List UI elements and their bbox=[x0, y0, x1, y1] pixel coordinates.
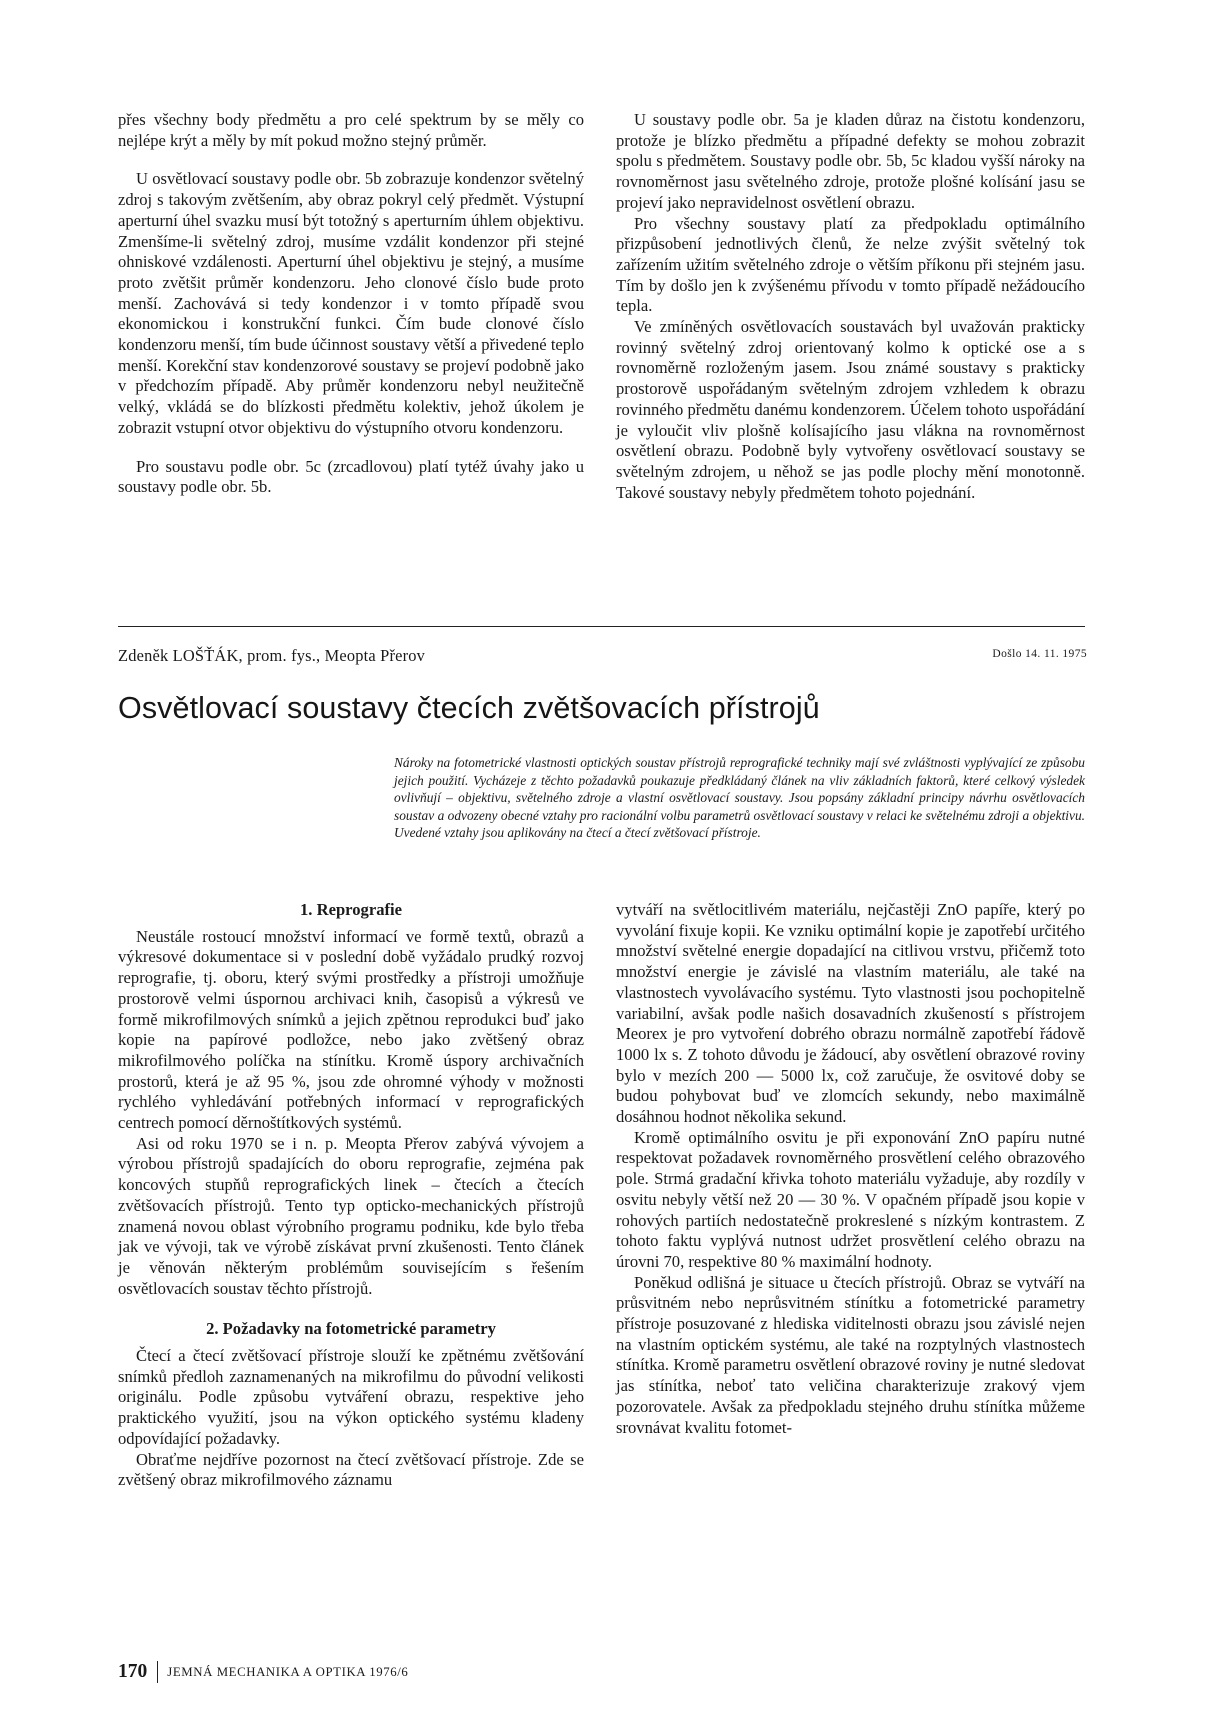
bottom-right-column bbox=[616, 900, 1085, 1438]
paragraph: Kromě optimálního osvitu je při exponování ZnO papíru nutné respektovat požadavek rovnoměrného prosvětlení celého obrazového pole. Strmá gradační křivka tohoto materiálu vyžaduje, aby rozdíly v osvitu nebyly větší než 20 — 30 %. V opačném případě jsou kopie v rohových partiích nedostatečně prokreslené s nízkým kontrastem. Z tohoto faktu vyplývá nutnost udržet prosvětlení celého obrazu na úrovni 70, respektive 80 % maximální hodnoty. bbox=[616, 1127, 1085, 1271]
paragraph: Poněkud odlišná je situace u čtecích přístrojů. Obraz se vytváří na průsvitném nebo neprůsvitném stínítku a fotometrické parametry přístroje posuzované z hlediska viditelnosti obrazu jsou závislé nejen na vlastním optickém systému, ale také na rozptylných vlastnostech stínítka. Kromě parametru osvětlení obrazové roviny je nutné sledovat jas stínítka, neboť tato veličina charakterizuje zrakový vjem pozorovatele. Avšak za předpokladu stejného druhu stínítka můžeme srovnávat kvalitu fotomet- bbox=[616, 1272, 1085, 1437]
paragraph: Pro všechny soustavy platí za předpokladu optimálního přizpůsobení jednotlivých členů, že nelze zvýšit světelný tok zařízením užitím světelného zdroje o větším příkonu při stejném jasu. Tím by došlo jen k zvýšenému přívodu v tomto případě nežádoucího tepla. bbox=[616, 213, 1085, 316]
author-byline: Zdeněk LOŠŤÁK, prom. fys., Meopta Přerov bbox=[118, 646, 426, 665]
article-title: Osvětlovací soustavy čtecích zvětšovacích přístrojů bbox=[118, 691, 820, 725]
paragraph: U osvětlovací soustavy podle obr. 5b zobrazuje kondenzor světelný zdroj s takovým zvětšením, aby obraz pokryl celý předmět. Výstupní aperturní úhel svazku musí být totožný s aperturním úhlem objektivu. Zmenšíme-li světelný zdroj, musíme vzdálit kondenzor při stejné ohniskové vzdálenosti. Aperturní úhel objektivu je stejný, a musíme proto zvětšit průměr kondenzoru. Jeho clonové číslo bude proto menší. Zachovává si tedy kondenzor i v tomto případě svou ekonomickou i konstrukční funkci. Čím bude clonové číslo kondenzoru menší, tím bude účinnost soustavy větší a přivedené teplo menší. Korekční stav kondenzorové soustavy se projeví podobně jako v předchozím případě. Aby průměr kondenzoru nebyl neužitečně velký, vkládá se do blízkosti předmětu kolektiv, jehož úkolem je zobrazit vstupní otvor objektivu do výstupního otvoru kondenzoru. bbox=[118, 169, 584, 437]
bottom-left-column bbox=[118, 900, 584, 1491]
article-abstract: Nároky na fotometrické vlastnosti optických soustav přístrojů reprografické techniky mají své zvláštnosti vyplývající ze způsobu jejich použití. Vycházeje z těchto požadavků poukazuje předkládaný článek na vliv základních faktorů, které celkový výsledek ovlivňují – objektivu, světelného zdroje a vlastní osvětlovací soustavy. Jsou popsány základní principy návrhu osvětlovacích soustav a odvozeny obecné vztahy pro racionální volbu parametrů osvětlovací soustavy v relaci ke světelnému zdroji a objektivu. Uvedené vztahy jsou aplikovány na čtecí a čtecí zvětšovací přístroje. bbox=[394, 755, 1085, 840]
paragraph: Pro soustavu podle obr. 5c (zrcadlovou) platí tytéž úvahy jako u soustavy podle obr. 5b. bbox=[118, 456, 584, 497]
paragraph: Asi od roku 1970 se i n. p. Meopta Přerov zabývá vývojem a výrobou přístrojů spadajících do oboru reprografie, zejména pak koncových stupňů reprografických linek – čtecích a čtecích zvětšovacích přístrojů. Tento typ opticko-mechanických přístrojů znamená novou oblast výrobního programu podniku, kde bylo třeba jak ve vývoji, tak ve výrobě získávat první zkušenosti. Tento článek je věnován některým problémům souvisejícím s řešením osvětlovacích soustav těchto přístrojů. bbox=[118, 1133, 584, 1298]
section-divider bbox=[118, 626, 1085, 627]
paragraph: Ve zmíněných osvětlovacích soustavách byl uvažován prakticky rovinný světelný zdroj orientovaný kolmo k optické ose a s rovnoměrně rozloženým jasem. Jsou známé soustavy s prakticky prostorově uspořádaným světelným zdrojem vzhledem k obrazu rovinného předmětu danému kondenzorem. Účelem tohoto uspořádání je vyloučit vliv plošně kolísajícího jasu vlákna na rovnoměrnost osvětlení obrazu. Podobně byly vytvořeny osvětlovací soustavy se světelným zdrojem, u něhož se jas podle plochy mění monotonně. Takové soustavy nebyly předmětem tohoto pojednání. bbox=[616, 317, 1085, 502]
section-heading: 1. Reprografie bbox=[300, 900, 402, 919]
top-right-column bbox=[616, 110, 1085, 503]
page-number: 170 bbox=[118, 1661, 148, 1682]
paragraph: přes všechny body předmětu a pro celé spektrum by se měly co nejlépe krýt a měly by mít pokud možno stejný průměr. bbox=[118, 110, 584, 150]
paragraph: vytváří na světlocitlivém materiálu, nejčastěji ZnO papíře, který po vyvolání fixuje kopii. Ke vzniku optimální kopie je zapotřebí určitého množství světelné energie dopadající na citlivou vrstvu, přičemž toto množství energie je závislé na vlastním materiálu, ale také na vlastnostech vyvolávacího systému. Tyto vlastnosti jsou pochopitelně variabilní, avšak podle našich dosavadních zkušeností s přístrojem Meorex je pro vytvoření dobrého obrazu normálně zapotřebí řádově 1000 lx s. Z tohoto důvodu je žádoucí, aby osvětlení obrazové roviny bylo v mezích 200 — 5000 lx, což zaručuje, že osvitové doby se budou pohybovat buď ve zlomcích sekundy, nebo maximálně dosáhnou hodnot několika sekund. bbox=[616, 900, 1085, 1127]
footer-separator bbox=[157, 1661, 158, 1683]
paragraph: Obraťme nejdříve pozornost na čtecí zvětšovací přístroje. Zde se zvětšený obraz mikrofilmového záznamu bbox=[118, 1449, 584, 1490]
received-date: Došlo 14. 11. 1975 bbox=[992, 648, 1087, 660]
paragraph: Čtecí a čtecí zvětšovací přístroje slouží ke zpětnému zvětšování snímků předloh zaznamenaných na mikrofilmu do původní velikosti originálu. Podle způsobu vytváření obrazu, respektive jeho praktického využití, jsou na výkon optického systému kladeny odpovídající požadavky. bbox=[118, 1346, 584, 1448]
paragraph: Neustále rostoucí množství informací ve formě textů, obrazů a výkresové dokumentace si v poslední době vyžádalo prudký rozvoj reprografie, tj. oboru, který svými prostředky a přístroji umožňuje prostorově velmi úspornou archivaci knih, časopisů a výkresů ve formě mikrofilmových snímků a jejich zpětnou reprodukci buď jako kopie na papírové podložce, nebo jako zvětšený obraz mikrofilmového políčka na stínítku. Kromě úspory archivačních prostorů, která je až 95 %, jsou zde ohromné výhody v možnosti rychlého vyhledávání potřebných informací v reprografických centrech pomocí děrnoštítkových systémů. bbox=[118, 926, 584, 1133]
paragraph: U soustavy podle obr. 5a je kladen důraz na čistotu kondenzoru, protože je blízko předmětu a případné defekty se mohou zobrazit spolu s předmětem. Soustavy podle obr. 5b, 5c kladou vyšší nároky na rovnoměrnost jasu světelného zdroje, protože plošné kolísání jasu se projeví jako nepravidelnost osvětlení obrazu. bbox=[616, 110, 1085, 212]
journal-name: JEMNÁ MECHANIKA A OPTIKA 1976/6 bbox=[167, 1664, 409, 1679]
page-footer bbox=[118, 1661, 408, 1683]
section-heading: 2. Požadavky na fotometrické parametry bbox=[206, 1319, 496, 1339]
top-left-column bbox=[118, 110, 584, 498]
